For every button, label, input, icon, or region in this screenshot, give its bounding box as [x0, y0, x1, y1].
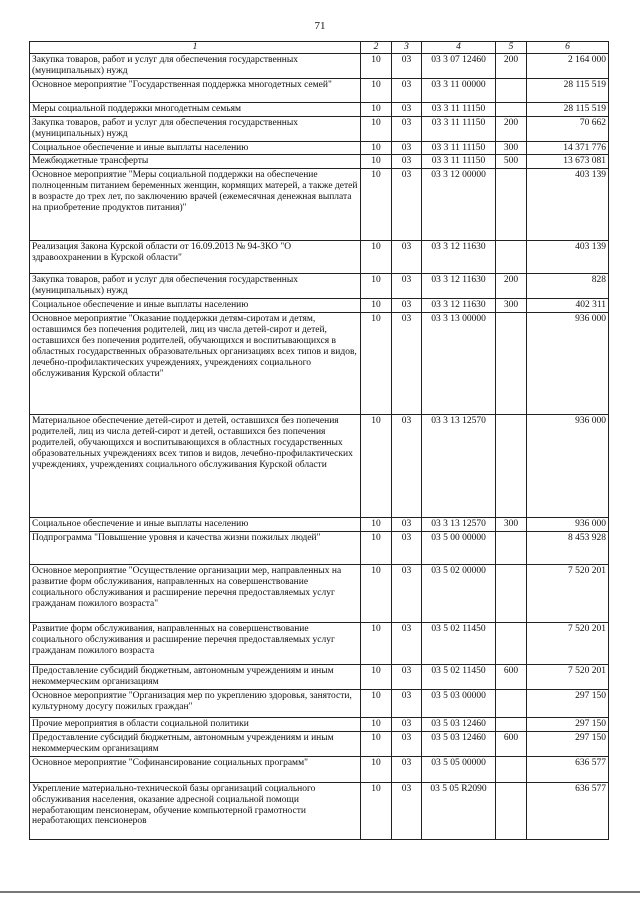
cell-sum: 13 673 081: [527, 155, 609, 169]
cell-vr: [496, 782, 527, 839]
cell-pr: 03: [392, 689, 422, 717]
cell-rz: 10: [361, 518, 392, 532]
cell-pr: 03: [392, 313, 422, 415]
cell-pr: 03: [392, 116, 422, 141]
cell-vr: 600: [496, 665, 527, 690]
cell-name: Основное мероприятие "Организация мер по укреплению здоровья, занятости, культурному досугу пожилых граждан": [30, 689, 361, 717]
table-row: [30, 731, 609, 756]
cell-pr: 03: [392, 518, 422, 532]
cell-csr: 03 3 07 12460: [422, 53, 496, 78]
header-sum: 6: [527, 42, 609, 54]
cell-sum: 636 577: [527, 782, 609, 839]
cell-rz: 10: [361, 532, 392, 565]
cell-name: Социальное обеспечение и иные выплаты населению: [30, 299, 361, 313]
table-row: [30, 102, 609, 116]
budget-table: [29, 41, 609, 840]
cell-vr: [496, 756, 527, 782]
cell-rz: 10: [361, 717, 392, 731]
table-row: [30, 415, 609, 518]
cell-vr: [496, 689, 527, 717]
cell-pr: 03: [392, 241, 422, 274]
cell-name: Предоставление субсидий бюджетным, автономным учреждениям и иным некоммерческим организациям: [30, 731, 361, 756]
table-row: [30, 274, 609, 299]
cell-vr: 300: [496, 141, 527, 155]
cell-csr: 03 5 03 12460: [422, 717, 496, 731]
cell-sum: 28 115 519: [527, 78, 609, 102]
cell-pr: 03: [392, 665, 422, 690]
cell-vr: [496, 241, 527, 274]
cell-rz: 10: [361, 274, 392, 299]
cell-csr: 03 3 11 11150: [422, 102, 496, 116]
cell-csr: 03 3 12 11630: [422, 241, 496, 274]
table-row: [30, 169, 609, 241]
cell-pr: 03: [392, 102, 422, 116]
cell-sum: 2 164 000: [527, 53, 609, 78]
cell-csr: 03 5 05 00000: [422, 756, 496, 782]
cell-pr: 03: [392, 717, 422, 731]
cell-csr: 03 5 02 11450: [422, 623, 496, 665]
cell-rz: 10: [361, 155, 392, 169]
cell-vr: [496, 415, 527, 518]
cell-sum: 403 139: [527, 241, 609, 274]
cell-name: Закупка товаров, работ и услуг для обеспечения государственных (муниципальных) нужд: [30, 274, 361, 299]
header-rz: 2: [361, 42, 392, 54]
table-row: [30, 565, 609, 623]
table-row: [30, 141, 609, 155]
cell-csr: 03 3 13 12570: [422, 415, 496, 518]
cell-pr: 03: [392, 532, 422, 565]
cell-vr: 500: [496, 155, 527, 169]
cell-csr: 03 5 03 12460: [422, 731, 496, 756]
cell-csr: 03 3 11 11150: [422, 155, 496, 169]
header-name: 1: [30, 42, 361, 54]
cell-pr: 03: [392, 53, 422, 78]
cell-rz: 10: [361, 565, 392, 623]
table-row: [30, 241, 609, 274]
cell-rz: 10: [361, 623, 392, 665]
table-row: [30, 299, 609, 313]
header-row: [30, 42, 609, 54]
cell-sum: 297 150: [527, 689, 609, 717]
cell-vr: [496, 717, 527, 731]
cell-csr: 03 3 11 00000: [422, 78, 496, 102]
table-row: [30, 623, 609, 665]
table-row: [30, 532, 609, 565]
cell-sum: 70 662: [527, 116, 609, 141]
cell-vr: 600: [496, 731, 527, 756]
cell-vr: [496, 169, 527, 241]
cell-vr: 300: [496, 299, 527, 313]
table-row: [30, 665, 609, 690]
cell-sum: 636 577: [527, 756, 609, 782]
cell-name: Реализация Закона Курской области от 16.09.2013 № 94-ЗКО "О здравоохранении в Курской области": [30, 241, 361, 274]
cell-csr: 03 3 13 12570: [422, 518, 496, 532]
cell-name: Закупка товаров, работ и услуг для обеспечения государственных (муниципальных) нужд: [30, 53, 361, 78]
cell-csr: 03 5 05 R2090: [422, 782, 496, 839]
header-pr: 3: [392, 42, 422, 54]
cell-pr: 03: [392, 756, 422, 782]
cell-name: Меры социальной поддержки многодетным семьям: [30, 102, 361, 116]
cell-csr: 03 5 02 00000: [422, 565, 496, 623]
table-row: [30, 155, 609, 169]
cell-pr: 03: [392, 299, 422, 313]
cell-sum: 402 311: [527, 299, 609, 313]
table-row: [30, 756, 609, 782]
cell-sum: 8 453 928: [527, 532, 609, 565]
cell-pr: 03: [392, 415, 422, 518]
cell-name: Основное мероприятие "Софинансирование социальных программ": [30, 756, 361, 782]
cell-csr: 03 5 00 00000: [422, 532, 496, 565]
cell-name: Подпрограмма "Повышение уровня и качества жизни пожилых людей": [30, 532, 361, 565]
header-csr: 4: [422, 42, 496, 54]
cell-csr: 03 3 12 00000: [422, 169, 496, 241]
cell-sum: 936 000: [527, 313, 609, 415]
table-row: [30, 53, 609, 78]
cell-pr: 03: [392, 731, 422, 756]
cell-name: Основное мероприятие "Оказание поддержки детям-сиротам и детям, оставшимся без попечения родителей, лиц из числа детей-сирот и детей, оставшихся без попечения родителей, обучающихся и воспитывающихся в областных государственных образовательных организациях всех типов и видов, лечебно-профилактических учреждениях, учреждениях социального обслуживания Курской области": [30, 313, 361, 415]
table-row: [30, 313, 609, 415]
cell-rz: 10: [361, 731, 392, 756]
cell-vr: [496, 313, 527, 415]
cell-pr: 03: [392, 78, 422, 102]
cell-name: Межбюджетные трансферты: [30, 155, 361, 169]
cell-rz: 10: [361, 665, 392, 690]
header-vr: 5: [496, 42, 527, 54]
cell-rz: 10: [361, 782, 392, 839]
cell-rz: 10: [361, 415, 392, 518]
cell-sum: 297 150: [527, 717, 609, 731]
page-number: 71: [314, 20, 326, 32]
cell-csr: 03 3 12 11630: [422, 274, 496, 299]
cell-pr: 03: [392, 141, 422, 155]
cell-rz: 10: [361, 141, 392, 155]
cell-rz: 10: [361, 756, 392, 782]
cell-sum: 28 115 519: [527, 102, 609, 116]
cell-name: Основное мероприятие "Меры социальной поддержки на обеспечение полноценным питанием беременных женщин, кормящих матерей, а также детей в возрасте до трех лет, по заключению врачей (ежемесячная денежная выплата на приобретение продуктов питания)": [30, 169, 361, 241]
cell-sum: 828: [527, 274, 609, 299]
cell-rz: 10: [361, 689, 392, 717]
cell-vr: 200: [496, 116, 527, 141]
cell-csr: 03 5 03 00000: [422, 689, 496, 717]
cell-csr: 03 3 11 11150: [422, 116, 496, 141]
cell-rz: 10: [361, 116, 392, 141]
cell-csr: 03 3 13 00000: [422, 313, 496, 415]
cell-vr: [496, 78, 527, 102]
cell-rz: 10: [361, 299, 392, 313]
cell-pr: 03: [392, 565, 422, 623]
cell-csr: 03 3 12 11630: [422, 299, 496, 313]
cell-name: Основное мероприятие "Осуществление организации мер, направленных на развитие форм обслуживания, направленных на совершенствование социального обслуживания и расширение перечня предоставляемых услуг гражданам пожилого возраста": [30, 565, 361, 623]
cell-sum: 7 520 201: [527, 623, 609, 665]
cell-rz: 10: [361, 102, 392, 116]
cell-vr: [496, 565, 527, 623]
cell-rz: 10: [361, 313, 392, 415]
cell-name: Основное мероприятие "Государственная поддержка многодетных семей": [30, 78, 361, 102]
cell-rz: 10: [361, 53, 392, 78]
cell-rz: 10: [361, 169, 392, 241]
table-row: [30, 116, 609, 141]
cell-sum: 936 000: [527, 415, 609, 518]
cell-vr: 200: [496, 53, 527, 78]
table-body: [30, 53, 609, 839]
cell-sum: 7 520 201: [527, 665, 609, 690]
cell-sum: 14 371 776: [527, 141, 609, 155]
cell-pr: 03: [392, 782, 422, 839]
cell-pr: 03: [392, 274, 422, 299]
cell-pr: 03: [392, 623, 422, 665]
table-row: [30, 78, 609, 102]
cell-rz: 10: [361, 78, 392, 102]
cell-vr: [496, 532, 527, 565]
cell-sum: 7 520 201: [527, 565, 609, 623]
table-row: [30, 689, 609, 717]
cell-name: Прочие мероприятия в области социальной политики: [30, 717, 361, 731]
cell-name: Социальное обеспечение и иные выплаты населению: [30, 518, 361, 532]
cell-pr: 03: [392, 155, 422, 169]
cell-csr: 03 3 11 11150: [422, 141, 496, 155]
cell-sum: 936 000: [527, 518, 609, 532]
cell-name: Материальное обеспечение детей-сирот и детей, оставшихся без попечения родителей, лиц из числа детей-сирот и детей, оставшихся без попечения родителей, обучающихся и воспитывающихся в областных государственных образовательных учреждениях всех типов и видов, лечебно-профилактических учреждениях, учреждениях социального обслуживания Курской области: [30, 415, 361, 518]
cell-name: Развитие форм обслуживания, направленных на совершенствование социального обслуживания и расширение перечня предоставляемых услуг гражданам пожилого возраста: [30, 623, 361, 665]
cell-vr: [496, 623, 527, 665]
table-row: [30, 782, 609, 839]
cell-name: Предоставление субсидий бюджетным, автономным учреждениям и иным некоммерческим организациям: [30, 665, 361, 690]
table-row: [30, 717, 609, 731]
page-bottom-rule: [0, 891, 640, 893]
cell-vr: [496, 102, 527, 116]
cell-vr: 300: [496, 518, 527, 532]
cell-name: Закупка товаров, работ и услуг для обеспечения государственных (муниципальных) нужд: [30, 116, 361, 141]
cell-name: Социальное обеспечение и иные выплаты населению: [30, 141, 361, 155]
cell-pr: 03: [392, 169, 422, 241]
table-row: [30, 518, 609, 532]
cell-sum: 297 150: [527, 731, 609, 756]
cell-name: Укрепление материально-технической базы организаций социального обслуживания населения, оказание адресной социальной помощи неработающим пенсионерам, обучение компьютерной грамотности неработающих пенсионеров: [30, 782, 361, 839]
cell-sum: 403 139: [527, 169, 609, 241]
cell-vr: 200: [496, 274, 527, 299]
cell-rz: 10: [361, 241, 392, 274]
cell-csr: 03 5 02 11450: [422, 665, 496, 690]
